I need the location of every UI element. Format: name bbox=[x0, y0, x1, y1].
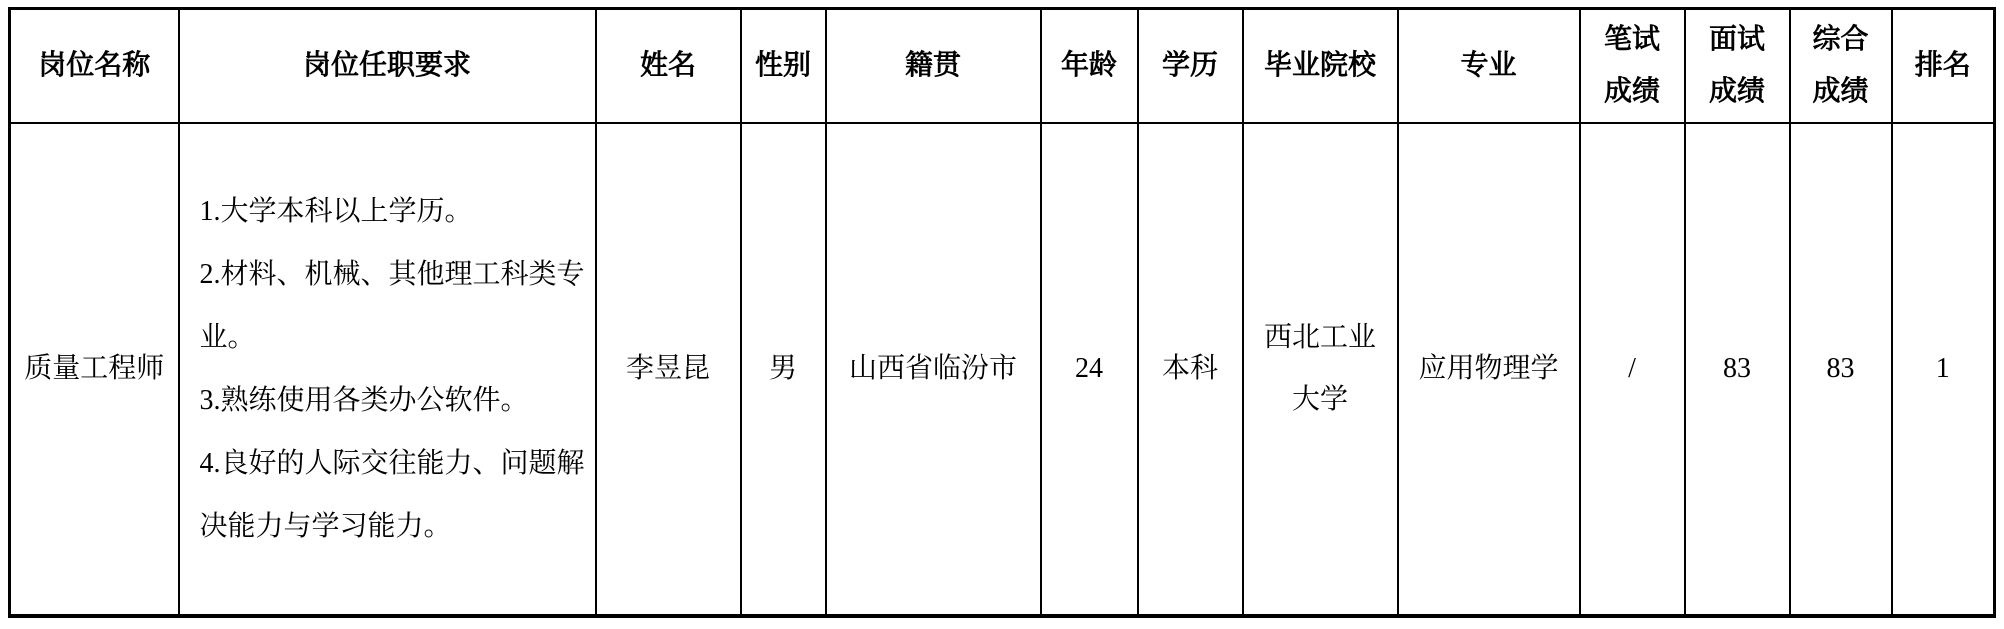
requirement-item: 2.材料、机械、其他理工科类专业。 bbox=[199, 259, 585, 353]
header-written-score: 笔试成绩 bbox=[1580, 9, 1685, 124]
cell-school: 西北工业大学 bbox=[1243, 123, 1398, 616]
header-gender: 性别 bbox=[741, 9, 826, 124]
requirement-item: 1.大学本科以上学历。 bbox=[199, 196, 473, 227]
header-major: 专业 bbox=[1398, 9, 1580, 124]
requirement-item: 4.良好的人际交往能力、问题解决能力与学习能力。 bbox=[199, 448, 585, 542]
header-rank: 排名 bbox=[1892, 9, 1995, 124]
header-age: 年龄 bbox=[1041, 9, 1138, 124]
header-position-name: 岗位名称 bbox=[10, 9, 179, 124]
header-school: 毕业院校 bbox=[1243, 9, 1398, 124]
cell-name: 李昱昆 bbox=[596, 123, 741, 616]
header-education: 学历 bbox=[1138, 9, 1243, 124]
cell-rank: 1 bbox=[1892, 123, 1995, 616]
header-row bbox=[10, 9, 1995, 124]
cell-written-score: / bbox=[1580, 123, 1685, 616]
header-requirements: 岗位任职要求 bbox=[179, 9, 596, 124]
requirement-item: 3.熟练使用各类办公软件。 bbox=[199, 385, 529, 416]
cell-interview-score: 83 bbox=[1685, 123, 1790, 616]
header-name: 姓名 bbox=[596, 9, 741, 124]
cell-overall-score: 83 bbox=[1790, 123, 1892, 616]
results-table bbox=[8, 7, 1996, 618]
cell-age: 24 bbox=[1041, 123, 1138, 616]
header-interview-score: 面试成绩 bbox=[1685, 9, 1790, 124]
table-row bbox=[10, 123, 1995, 616]
header-overall-score: 综合成绩 bbox=[1790, 9, 1892, 124]
cell-education: 本科 bbox=[1138, 123, 1243, 616]
cell-position: 质量工程师 bbox=[10, 123, 179, 616]
cell-gender: 男 bbox=[741, 123, 826, 616]
cell-native-place: 山西省临汾市 bbox=[826, 123, 1041, 616]
header-native-place: 籍贯 bbox=[826, 9, 1041, 124]
cell-requirements bbox=[179, 123, 596, 616]
cell-major: 应用物理学 bbox=[1398, 123, 1580, 616]
